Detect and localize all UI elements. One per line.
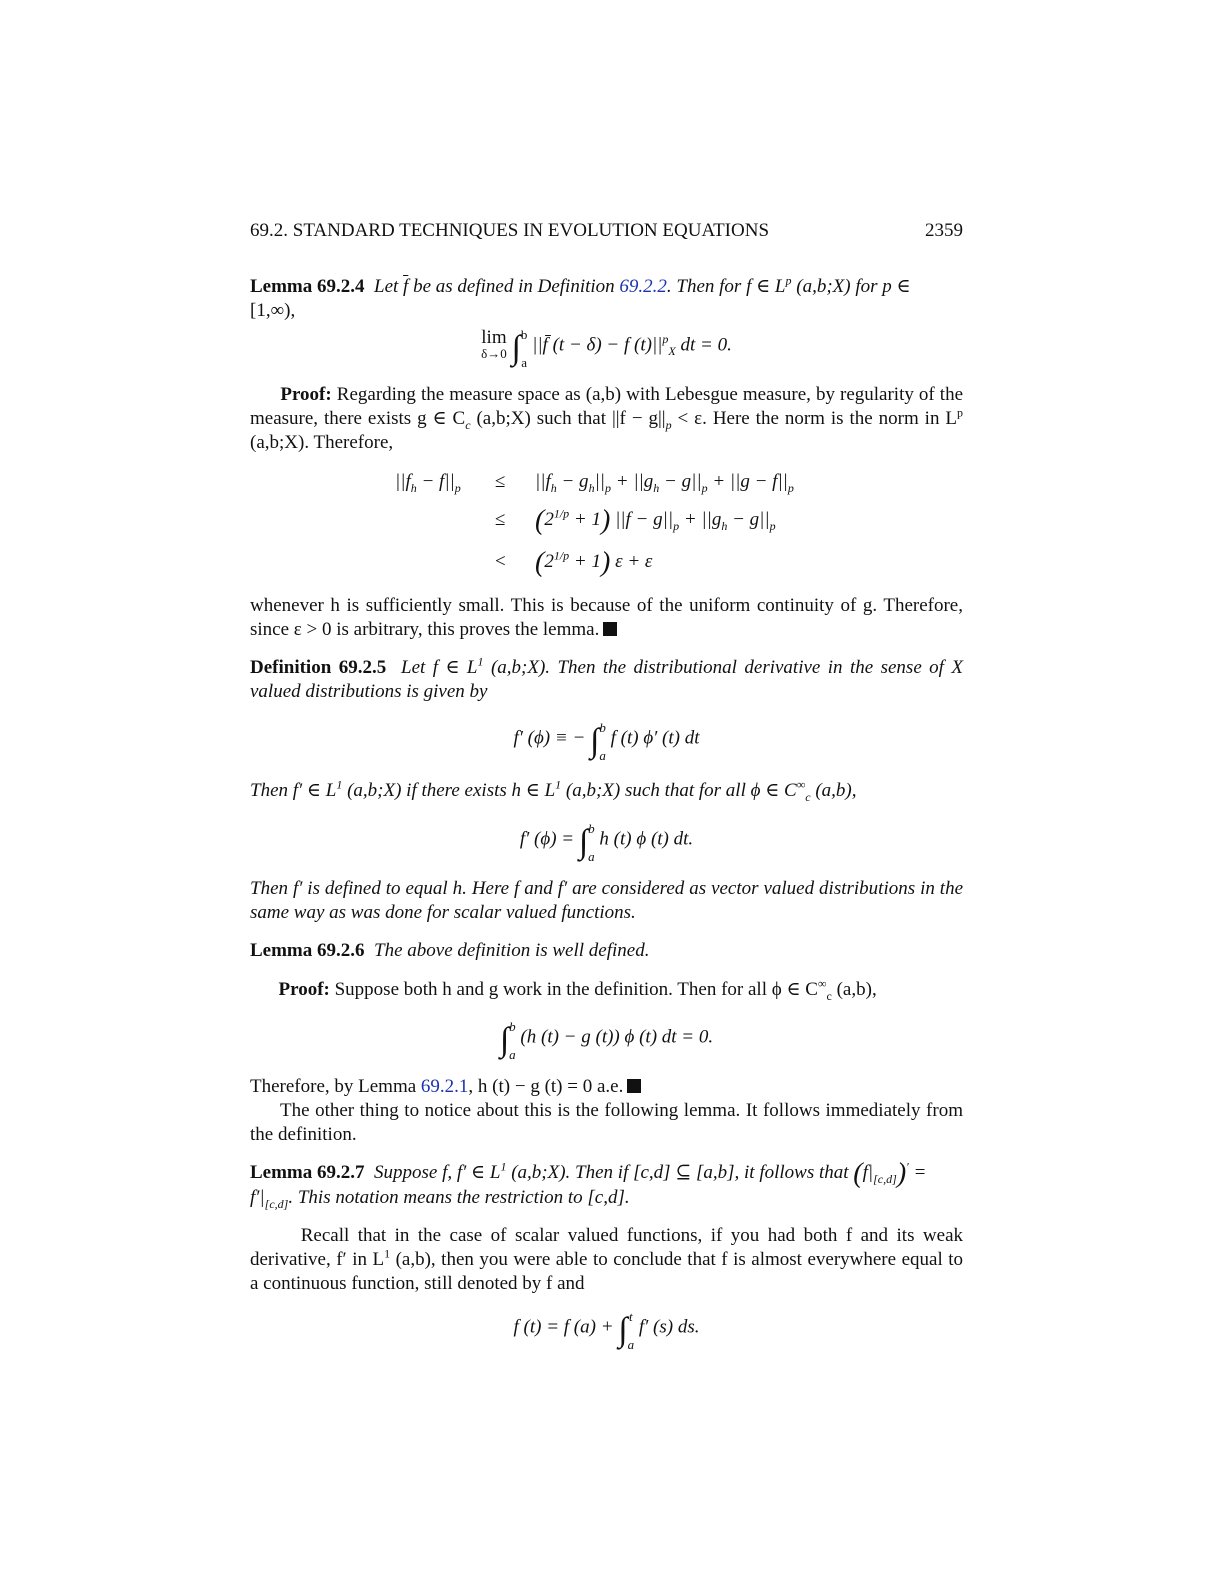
lemma-link[interactable]: 69.2.1: [420, 1076, 469, 1097]
definition-69-2-5: Definition 69.2.5 Let f ∈ $L^1$ (a,b;X). Then the distributional derivative in the sense of X valued distributions is given by: [250, 654, 963, 702]
lemma-label: Lemma 69.2.7: [250, 1162, 365, 1183]
qed-icon: [603, 622, 617, 636]
proof-69-2-6: Proof: Suppose both h and g work in the definition. Then for all ϕ ∈ $C^\infty_c$ (a,b),: [278, 976, 877, 1003]
proof-69-2-6-conclusion: Therefore, by Lemma 69.2.1, h (t) − g (t) = 0 a.e. The other thing to notice about this is the following lemma. It follows immediately from the definition.: [250, 1076, 963, 1145]
lemma-69-2-7: Lemma 69.2.7 Suppose f, f′ ∈ $L^1$ (a,b;X). Then if [c,d] ⊆ [a,b], it follows that $(f|_{[c,d]})'$ = $f'|_{[c,d]}$. This notation means the restriction to [c,d].: [250, 1158, 927, 1211]
lemma-label: Lemma 69.2.6: [250, 940, 365, 961]
definition-then-clause: Then f′ ∈ $L^1$ (a,b;X) if there exists h ∈ $L^1$ (a,b;X) such that for all ϕ ∈ $C^\infty_c$ (a,b),: [250, 777, 857, 804]
lemma-69-2-4: Lemma 69.2.4 Let $\overline{f}$ be as defined in Definition 69.2.2. Then for f ∈ $L^p$ (a,b;X) for p ∈ [1,∞),: [250, 273, 911, 321]
page-number: 2359: [925, 220, 963, 241]
uniqueness-equation: ∫ b a (h (t) − g (t)) ϕ (t) dt = 0.: [499, 1019, 714, 1062]
proof-69-2-4: Proof: Regarding the measure space as (a,b) with Lebesgue measure, by regularity of the measure, there exists g ∈ $C_c$ (a,b;X) such that $||f - g||_p < \varepsilon$. Here the norm is the norm in $L^p$ (a,b;X). Therefore,: [250, 384, 964, 453]
lemma-69-2-4-equation: lim δ→0 ∫ b a ||f̄ (t − δ) − f $(t)||^p_X$ dt = 0.: [481, 327, 732, 370]
fundamental-theorem-equation: f (t) = f (a) + ∫ t a f′ (s) ds.: [513, 1309, 700, 1352]
recall-paragraph: Recall that in the case of scalar valued functions, if you had both f and its weak derivative, f′ in $L^1$ (a,b), then you were able to conclude that f is almost everywhere equal to a continuous function, still denoted by f and: [250, 1225, 964, 1294]
lemma-label: Lemma 69.2.4: [250, 276, 365, 297]
inequality-chain: $||f_h - f||_p$ ≤ $||f_h - g_h||_p + ||g_h - g||_p + ||g - f||_p$ ≤ $(2^{1/p} + 1) ||f - g||_p + ||g_h - g||_p$ < $(2^{1/p} + 1) \varepsilon + \varepsilon$: [395, 471, 794, 578]
weak-derivative-equation: f′ (ϕ) = ∫ b a h (t) ϕ (t) dt.: [519, 821, 694, 864]
derivative-definition-equation: f′ (ϕ) ≡ − ∫ b a f (t) ϕ′ (t) dt: [513, 720, 700, 763]
proof-conclusion: whenever h is sufficiently small. This is because of the uniform continuity of g. Therefore, since ε > 0 is arbitrary, this proves the lemma.: [250, 595, 963, 640]
proof-label: Proof:: [280, 384, 332, 405]
definition-remark: Then f′ is defined to equal h. Here f and f′ are considered as vector valued distributions in the same way as was done for scalar valued functions.: [250, 878, 963, 923]
definition-label: Definition 69.2.5: [250, 657, 387, 678]
running-header: [250, 219, 963, 243]
proof-label: Proof:: [278, 979, 330, 1000]
section-title: 69.2. STANDARD TECHNIQUES IN EVOLUTION EQUATIONS: [250, 220, 770, 241]
qed-icon: [627, 1079, 641, 1093]
lemma-69-2-6: Lemma 69.2.6 The above definition is well defined.: [250, 940, 650, 961]
definition-link[interactable]: 69.2.2: [619, 276, 667, 297]
